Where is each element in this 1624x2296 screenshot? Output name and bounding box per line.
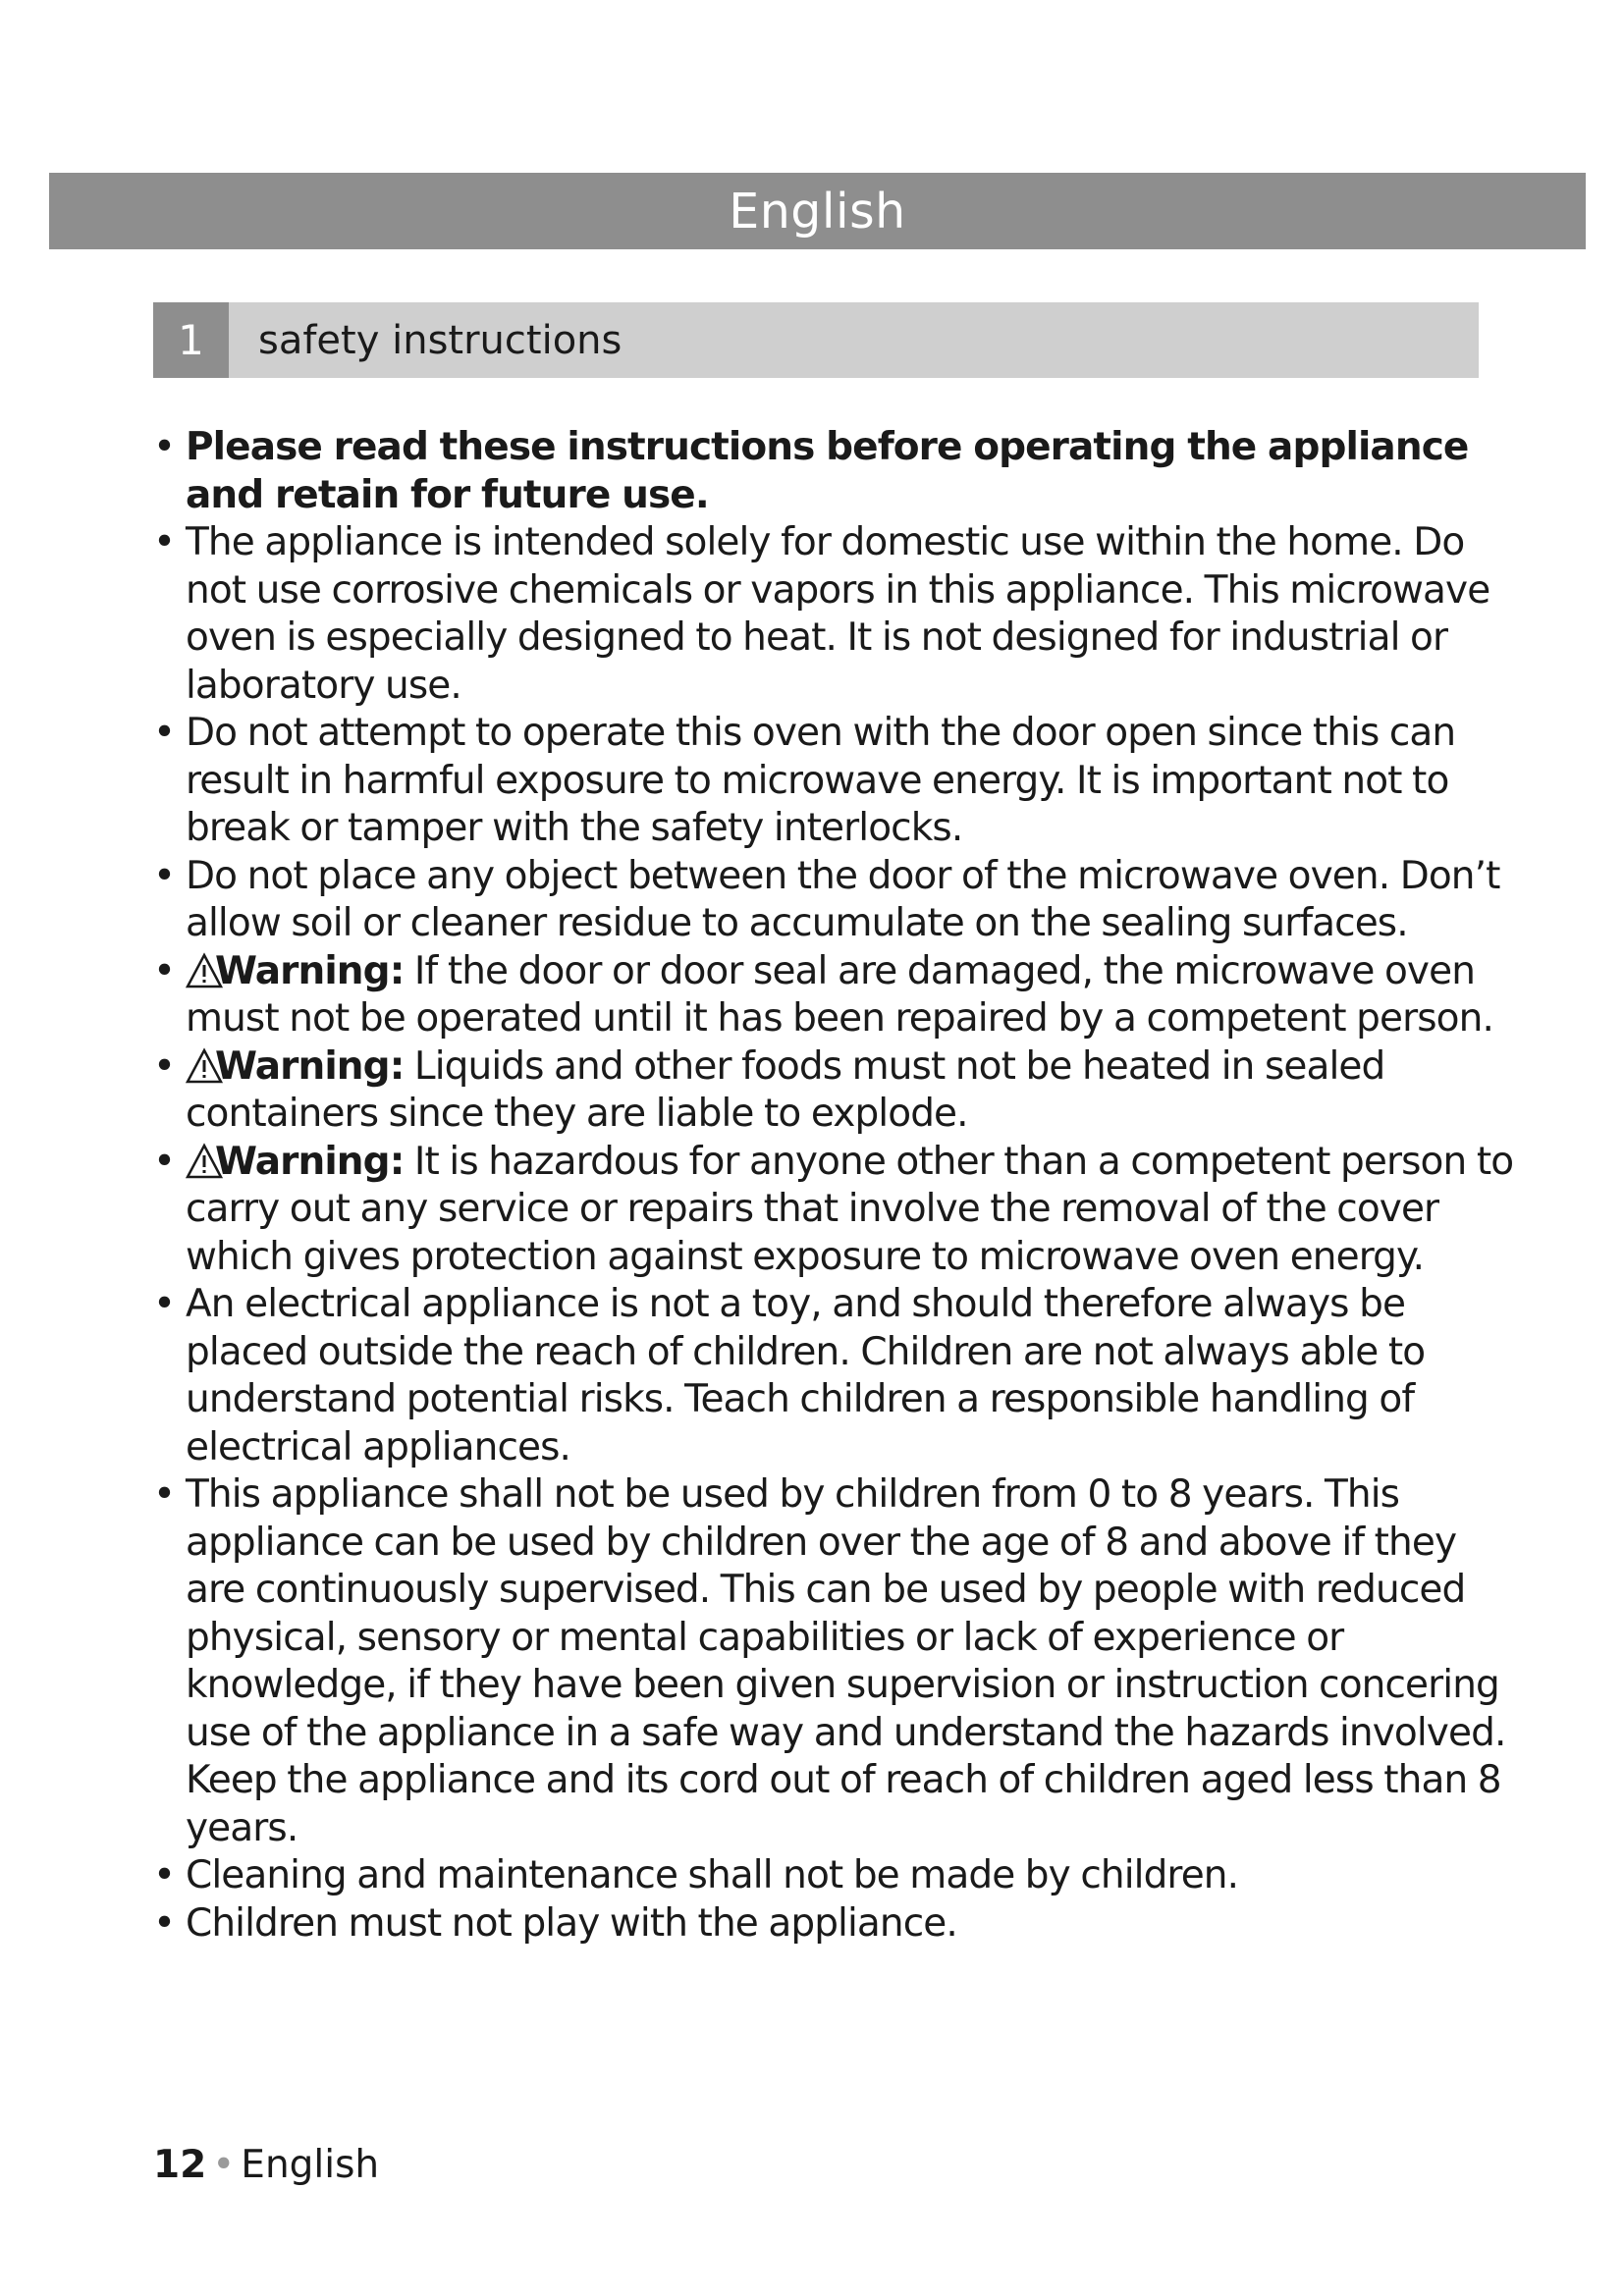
footer-language: English [241, 2143, 380, 2187]
list-item [153, 1281, 1523, 1471]
bullet: • [153, 520, 176, 564]
bullet: • [153, 1139, 176, 1184]
bullet: • [153, 711, 176, 755]
item-text: Liquids and other foods must not be heated in sealed containers since they are liable to explode. [186, 1043, 1385, 1136]
list-item [153, 519, 1523, 710]
language-banner [49, 173, 1586, 249]
page-number: 12 [153, 2143, 207, 2187]
safety-instructions-list-container [153, 424, 1523, 1948]
bullet: • [153, 1043, 176, 1089]
list-item [153, 424, 1523, 519]
bullet: • [153, 1900, 176, 1946]
list-item [153, 1471, 1523, 1852]
list-item [153, 1852, 1523, 1900]
section-header [153, 302, 1479, 378]
section-title: safety instructions [258, 317, 623, 363]
list-item [153, 710, 1523, 853]
warning-label: Warning: [215, 1043, 405, 1089]
safety-instructions-list [153, 424, 1523, 1948]
item-text: Do not attempt to operate this oven with the door open since this can result in harmful exposure to microwave energy. It is important not to break or tamper with the safety interlocks. [186, 711, 1456, 850]
item-text: If the door or door seal are damaged, the microwave oven must not be operated until it has been repaired by a competent person. [186, 948, 1493, 1041]
bullet: • [153, 1282, 176, 1326]
warning-item [153, 1043, 1523, 1139]
bullet: • [153, 948, 176, 993]
bullet: • [153, 425, 176, 469]
bullet: • [153, 1853, 176, 1897]
warning-label: Warning: [215, 1139, 405, 1184]
item-text: Do not place any object between the door of the microwave oven. Don’t allow soil or cleaner residue to accumulate on the sealing surfaces. [186, 853, 1500, 945]
footer-separator: • [212, 2143, 236, 2187]
bullet: • [153, 853, 176, 898]
warning-item [153, 1139, 1523, 1282]
bullet: • [153, 1472, 176, 1517]
warning-label: Warning: [215, 948, 405, 993]
language-title: English [729, 183, 906, 240]
item-text: An electrical appliance is not a toy, and should therefore always be placed outside the reach of children. Children are not always able to understand potential risks. Teach children a responsible handling of electrical appliances. [186, 1282, 1426, 1469]
warning-item [153, 948, 1523, 1043]
list-item [153, 853, 1523, 948]
section-number: 1 [153, 302, 229, 378]
item-text: This appliance shall not be used by children from 0 to 8 years. This appliance can be used by children over the age of 8 and above if they are continuously supervised. This can be used by people with reduced physical, sensory or mental capabilities or lack of experience or knowledge, if they have been given supervision or instruction concering use of the appliance in a safe way and understand the hazards involved. Keep the appliance and its cord out of reach of children aged less than 8 years. [186, 1472, 1506, 1850]
item-text: Children must not play with the appliance. [186, 1900, 957, 1946]
item-text: The appliance is intended solely for domestic use within the home. Do not use corrosive chemicals or vapors in this appliance. This microwave oven is especially designed to heat. It is not designed for industrial or laboratory use. [186, 520, 1490, 708]
list-item [153, 1900, 1523, 1949]
page-footer [153, 2143, 379, 2187]
item-text: Please read these instructions before operating the appliance and retain for future use. [186, 425, 1469, 517]
item-text: Cleaning and maintenance shall not be made by children. [186, 1853, 1239, 1897]
item-text: It is hazardous for anyone other than a competent person to carry out any service or repairs that involve the removal of the cover which gives protection against exposure to microwave oven energy. [186, 1139, 1514, 1279]
